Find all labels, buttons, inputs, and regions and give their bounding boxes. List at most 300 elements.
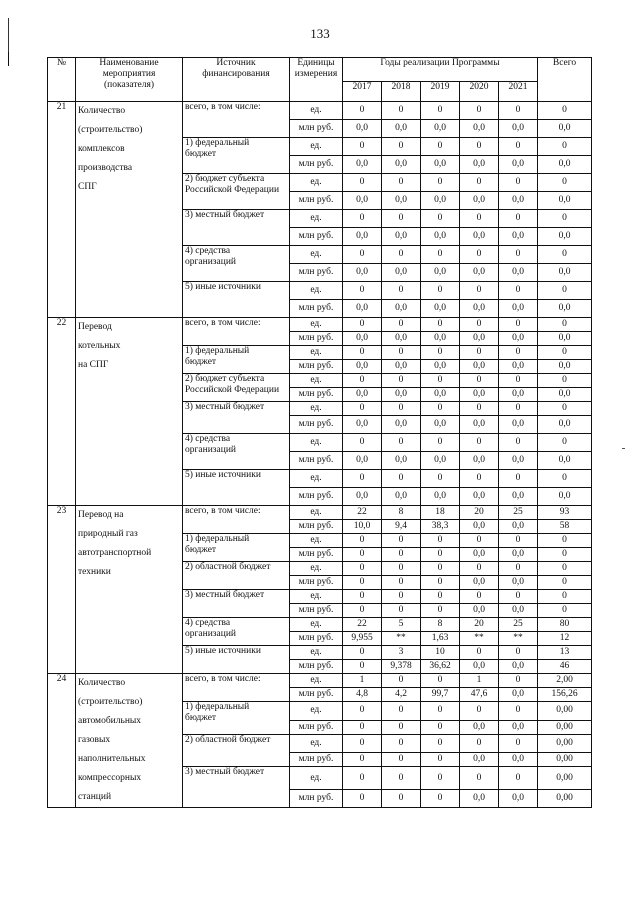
- year-value-cell: 5: [382, 618, 421, 632]
- year-value-cell: 0,0: [460, 156, 499, 174]
- year-value-cell: 0: [343, 562, 382, 576]
- year-value-cell: 0,0: [460, 753, 499, 767]
- year-value-cell: 0,0: [499, 156, 538, 174]
- source-line: 2) бюджет субъекта: [185, 174, 265, 184]
- year-value-cell: 0: [382, 138, 421, 156]
- source-line: Российской Федерации: [185, 185, 280, 195]
- table-row: [48, 506, 592, 520]
- year-value-cell: 10: [421, 646, 460, 660]
- year-value-cell: 0: [343, 702, 382, 721]
- total-cell: 0,0: [538, 360, 592, 374]
- year-value-cell: 0: [421, 346, 460, 360]
- year-value-cell: 0: [499, 174, 538, 192]
- year-value-cell: 0,0: [499, 688, 538, 702]
- unit-cell: ед.: [290, 210, 343, 228]
- year-value-cell: 0: [343, 102, 382, 120]
- total-cell: 0: [538, 590, 592, 604]
- year-value-cell: 0,0: [343, 264, 382, 282]
- source-line: 1) федеральный: [185, 534, 250, 544]
- year-value-cell: 0: [382, 402, 421, 416]
- source-line: 3) местный бюджет: [185, 590, 265, 600]
- year-value-cell: 9,378: [382, 660, 421, 674]
- year-value-cell: 0,0: [499, 416, 538, 434]
- header-year: 2018: [382, 82, 421, 102]
- year-value-cell: 0,0: [460, 332, 499, 346]
- year-value-cell: 0,0: [460, 120, 499, 138]
- year-value-cell: 0: [421, 210, 460, 228]
- source-line: всего, в том числе:: [185, 506, 261, 516]
- year-value-cell: 0,0: [460, 264, 499, 282]
- year-value-cell: 0,0: [343, 156, 382, 174]
- margin-mark-accent: [8, 52, 9, 66]
- year-value-cell: 0,0: [499, 488, 538, 506]
- source-line: организаций: [185, 257, 237, 267]
- year-value-cell: 0: [499, 402, 538, 416]
- source-other: [183, 646, 290, 674]
- table-row: [48, 318, 592, 332]
- unit-cell: ед.: [290, 374, 343, 388]
- total-cell: 0: [538, 374, 592, 388]
- year-value-cell: 0: [421, 674, 460, 688]
- measure-name-line: (строительство): [78, 697, 143, 707]
- measure-number: 21: [48, 102, 76, 318]
- year-value-cell: 0: [421, 753, 460, 767]
- year-value-cell: 0: [460, 374, 499, 388]
- year-value-cell: 10,0: [343, 520, 382, 534]
- year-value-cell: 0,0: [421, 416, 460, 434]
- year-value-cell: 0,0: [343, 192, 382, 210]
- unit-cell: ед.: [290, 618, 343, 632]
- year-value-cell: 0,0: [382, 300, 421, 318]
- year-value-cell: 0: [421, 767, 460, 790]
- header-year: 2020: [460, 82, 499, 102]
- source-local-budget: [183, 767, 290, 808]
- year-value-cell: 0: [343, 660, 382, 674]
- unit-cell: млн руб.: [290, 753, 343, 767]
- total-cell: 0: [538, 318, 592, 332]
- year-value-cell: 0,0: [499, 264, 538, 282]
- unit-cell: ед.: [290, 767, 343, 790]
- source-local-budget: [183, 402, 290, 434]
- year-value-cell: 0,0: [382, 488, 421, 506]
- total-cell: 0,0: [538, 300, 592, 318]
- unit-cell: ед.: [290, 434, 343, 452]
- year-value-cell: 0,0: [499, 604, 538, 618]
- unit-cell: ед.: [290, 282, 343, 300]
- year-value-cell: 0: [421, 790, 460, 808]
- year-value-cell: 0: [460, 246, 499, 264]
- year-value-cell: 0,0: [460, 548, 499, 562]
- unit-cell: млн руб.: [290, 452, 343, 470]
- unit-cell: ед.: [290, 590, 343, 604]
- source-other: [183, 470, 290, 506]
- measure-name-line: автотранспортной: [78, 548, 152, 558]
- year-value-cell: 0: [421, 702, 460, 721]
- measure-number: 23: [48, 506, 76, 674]
- header-year: 2017: [343, 82, 382, 102]
- total-cell: 0,0: [538, 156, 592, 174]
- year-value-cell: 0: [460, 102, 499, 120]
- source-line: 2) областной бюджет: [185, 734, 271, 745]
- total-cell: 0: [538, 282, 592, 300]
- source-organizations: [183, 246, 290, 282]
- year-value-cell: 18: [421, 506, 460, 520]
- year-value-cell: 0: [460, 646, 499, 660]
- year-value-cell: 0: [499, 282, 538, 300]
- table-body: [48, 102, 592, 808]
- unit-cell: ед.: [290, 174, 343, 192]
- unit-cell: млн руб.: [290, 388, 343, 402]
- year-value-cell: 0: [343, 470, 382, 488]
- total-cell: 0,00: [538, 790, 592, 808]
- total-cell: 0,0: [538, 332, 592, 346]
- year-value-cell: 0,0: [421, 228, 460, 246]
- year-value-cell: 0,0: [499, 228, 538, 246]
- year-value-cell: 3: [382, 646, 421, 660]
- unit-cell: млн руб.: [290, 688, 343, 702]
- year-value-cell: 0: [421, 548, 460, 562]
- year-value-cell: 0,0: [421, 156, 460, 174]
- year-value-cell: 0: [499, 646, 538, 660]
- year-value-cell: 99,7: [421, 688, 460, 702]
- unit-cell: млн руб.: [290, 228, 343, 246]
- source-line: Российской Федерации: [185, 385, 280, 395]
- year-value-cell: 0: [382, 576, 421, 590]
- year-value-cell: **: [382, 632, 421, 646]
- year-value-cell: 0: [499, 246, 538, 264]
- measure-name-line: Перевод на: [78, 510, 124, 520]
- year-value-cell: 0: [343, 246, 382, 264]
- year-value-cell: 0,0: [382, 360, 421, 374]
- program-funding-table: [47, 57, 592, 808]
- total-cell: 0: [538, 576, 592, 590]
- year-value-cell: 0,0: [343, 388, 382, 402]
- year-value-cell: 0,0: [382, 228, 421, 246]
- total-cell: 0: [538, 138, 592, 156]
- year-value-cell: 0: [460, 138, 499, 156]
- unit-cell: млн руб.: [290, 790, 343, 808]
- year-value-cell: **: [499, 632, 538, 646]
- year-value-cell: 25: [499, 618, 538, 632]
- source-other: [183, 282, 290, 318]
- year-value-cell: 0,0: [499, 360, 538, 374]
- year-value-cell: 0: [499, 562, 538, 576]
- year-value-cell: 0: [382, 590, 421, 604]
- year-value-cell: 0,0: [499, 753, 538, 767]
- unit-cell: ед.: [290, 506, 343, 520]
- year-value-cell: 0: [382, 470, 421, 488]
- year-value-cell: 0: [460, 702, 499, 721]
- source-line: бюджет: [185, 149, 217, 159]
- year-value-cell: 0,0: [421, 388, 460, 402]
- year-value-cell: 0: [343, 534, 382, 548]
- measure-number: 22: [48, 318, 76, 506]
- year-value-cell: 0: [499, 534, 538, 548]
- year-value-cell: 0: [382, 246, 421, 264]
- header-name: Наименование мероприятия (показателя): [76, 58, 183, 102]
- year-value-cell: 0,0: [460, 790, 499, 808]
- year-value-cell: 22: [343, 618, 382, 632]
- year-value-cell: 0: [382, 753, 421, 767]
- measure-name: [76, 674, 183, 808]
- measure-name-line: автомобильных: [78, 716, 142, 726]
- year-value-cell: 0,0: [499, 548, 538, 562]
- year-value-cell: 0,0: [382, 452, 421, 470]
- year-value-cell: 0: [499, 138, 538, 156]
- year-value-cell: 0: [343, 402, 382, 416]
- year-value-cell: 0,0: [460, 520, 499, 534]
- year-value-cell: 0,0: [499, 790, 538, 808]
- year-value-cell: 0,0: [499, 520, 538, 534]
- year-value-cell: 38,3: [421, 520, 460, 534]
- year-value-cell: 0: [343, 210, 382, 228]
- year-value-cell: 0: [499, 590, 538, 604]
- total-cell: 46: [538, 660, 592, 674]
- source-second-budget: [183, 562, 290, 590]
- year-value-cell: 0,0: [499, 120, 538, 138]
- unit-cell: ед.: [290, 646, 343, 660]
- year-value-cell: 0,0: [343, 228, 382, 246]
- year-value-cell: 9,4: [382, 520, 421, 534]
- year-value-cell: 0,0: [460, 300, 499, 318]
- year-value-cell: 0: [460, 562, 499, 576]
- total-cell: 0: [538, 402, 592, 416]
- year-value-cell: 0,0: [343, 120, 382, 138]
- year-value-cell: 0,0: [499, 720, 538, 734]
- year-value-cell: 0: [343, 646, 382, 660]
- table-row: [48, 674, 592, 688]
- source-line: бюджет: [185, 713, 217, 723]
- year-value-cell: 0: [421, 434, 460, 452]
- year-value-cell: 0,0: [421, 300, 460, 318]
- table-row: [48, 102, 592, 120]
- year-value-cell: 0: [343, 753, 382, 767]
- source-line: 4) средства: [185, 434, 231, 444]
- measure-name-line: компрессорных: [78, 773, 142, 783]
- total-cell: 0: [538, 346, 592, 360]
- year-value-cell: 0,0: [382, 264, 421, 282]
- total-cell: 0,0: [538, 388, 592, 402]
- year-value-cell: 0,0: [460, 488, 499, 506]
- total-cell: 0,00: [538, 702, 592, 721]
- measure-name-line: Перевод: [78, 322, 112, 332]
- total-cell: 0: [538, 562, 592, 576]
- year-value-cell: 0: [421, 318, 460, 332]
- unit-cell: млн руб.: [290, 488, 343, 506]
- total-cell: 0,0: [538, 228, 592, 246]
- year-value-cell: 1: [343, 674, 382, 688]
- header-year: 2019: [421, 82, 460, 102]
- year-value-cell: 0: [499, 470, 538, 488]
- source-line: всего, в том числе:: [185, 318, 261, 328]
- year-value-cell: 0,0: [460, 416, 499, 434]
- year-value-cell: 0: [382, 282, 421, 300]
- unit-cell: млн руб.: [290, 332, 343, 346]
- year-value-cell: 4,8: [343, 688, 382, 702]
- source-line: 4) средства: [185, 246, 231, 256]
- year-value-cell: 0,0: [460, 192, 499, 210]
- source-line: 3) местный бюджет: [185, 402, 265, 412]
- year-value-cell: 0: [343, 138, 382, 156]
- year-value-cell: 0: [421, 246, 460, 264]
- total-cell: 80: [538, 618, 592, 632]
- total-cell: 0: [538, 470, 592, 488]
- header-years-group: Годы реализации Программы: [343, 58, 538, 82]
- unit-cell: млн руб.: [290, 604, 343, 618]
- source-line: 5) иные источники: [185, 282, 261, 292]
- unit-cell: ед.: [290, 470, 343, 488]
- source-line: бюджет: [185, 545, 217, 555]
- year-value-cell: 0,0: [499, 660, 538, 674]
- year-value-cell: 0: [382, 548, 421, 562]
- measure-name: [76, 102, 183, 318]
- year-value-cell: 0: [499, 674, 538, 688]
- year-value-cell: 1,63: [421, 632, 460, 646]
- year-value-cell: 0: [343, 790, 382, 808]
- year-value-cell: 0,0: [460, 604, 499, 618]
- year-value-cell: 0,0: [499, 452, 538, 470]
- year-value-cell: 0: [382, 702, 421, 721]
- unit-cell: млн руб.: [290, 632, 343, 646]
- total-cell: 0,00: [538, 767, 592, 790]
- year-value-cell: 0: [343, 720, 382, 734]
- year-value-cell: 0: [343, 548, 382, 562]
- unit-cell: ед.: [290, 138, 343, 156]
- measure-name-line: природный газ: [78, 529, 138, 539]
- year-value-cell: 0: [343, 767, 382, 790]
- source-federal-budget: [183, 534, 290, 562]
- source-second-budget: [183, 174, 290, 210]
- year-value-cell: 0: [382, 790, 421, 808]
- year-value-cell: 0,0: [499, 576, 538, 590]
- year-value-cell: 0: [421, 470, 460, 488]
- year-value-cell: 0,0: [421, 264, 460, 282]
- measure-name: [76, 506, 183, 674]
- year-value-cell: 20: [460, 506, 499, 520]
- year-value-cell: 25: [499, 506, 538, 520]
- year-value-cell: 0: [421, 138, 460, 156]
- source-second-budget: [183, 734, 290, 767]
- year-value-cell: 0,0: [421, 120, 460, 138]
- year-value-cell: 0: [499, 346, 538, 360]
- source-line: 3) местный бюджет: [185, 767, 265, 778]
- unit-cell: ед.: [290, 562, 343, 576]
- year-value-cell: 0: [460, 282, 499, 300]
- source-all: [183, 674, 290, 702]
- measure-number: 24: [48, 674, 76, 808]
- year-value-cell: 0: [499, 210, 538, 228]
- year-value-cell: 0: [421, 374, 460, 388]
- year-value-cell: 0,0: [343, 416, 382, 434]
- unit-cell: млн руб.: [290, 360, 343, 374]
- unit-cell: млн руб.: [290, 548, 343, 562]
- year-value-cell: 0,0: [382, 416, 421, 434]
- unit-cell: ед.: [290, 246, 343, 264]
- year-value-cell: 0,0: [382, 332, 421, 346]
- year-value-cell: 0: [382, 674, 421, 688]
- year-value-cell: 0,0: [382, 156, 421, 174]
- source-all: [183, 506, 290, 534]
- year-value-cell: 0: [421, 734, 460, 753]
- year-value-cell: 0: [343, 282, 382, 300]
- unit-cell: ед.: [290, 534, 343, 548]
- unit-cell: млн руб.: [290, 416, 343, 434]
- unit-cell: млн руб.: [290, 660, 343, 674]
- source-all: [183, 102, 290, 138]
- year-value-cell: 0,0: [460, 576, 499, 590]
- year-value-cell: 0: [343, 576, 382, 590]
- year-value-cell: 0: [343, 318, 382, 332]
- year-value-cell: 0: [421, 562, 460, 576]
- year-value-cell: 0: [460, 402, 499, 416]
- year-value-cell: 0: [421, 720, 460, 734]
- year-value-cell: 0: [460, 318, 499, 332]
- year-value-cell: 0,0: [343, 452, 382, 470]
- unit-cell: млн руб.: [290, 720, 343, 734]
- year-value-cell: 0,0: [460, 228, 499, 246]
- year-value-cell: 0: [460, 434, 499, 452]
- total-cell: 2,00: [538, 674, 592, 688]
- year-value-cell: 0: [382, 767, 421, 790]
- year-value-cell: 0: [382, 346, 421, 360]
- total-cell: 0: [538, 534, 592, 548]
- year-value-cell: 0: [343, 346, 382, 360]
- measure-name: [76, 318, 183, 506]
- year-value-cell: 0,0: [382, 120, 421, 138]
- year-value-cell: 0: [421, 282, 460, 300]
- year-value-cell: 0: [343, 374, 382, 388]
- year-value-cell: 0: [499, 374, 538, 388]
- total-cell: 93: [538, 506, 592, 520]
- total-cell: 0,00: [538, 753, 592, 767]
- year-value-cell: 0: [343, 590, 382, 604]
- year-value-cell: 0: [421, 402, 460, 416]
- unit-cell: млн руб.: [290, 300, 343, 318]
- year-value-cell: 0: [382, 374, 421, 388]
- measure-name-line: на СПГ: [78, 360, 109, 370]
- unit-cell: ед.: [290, 402, 343, 416]
- total-cell: 0,0: [538, 452, 592, 470]
- total-cell: 13: [538, 646, 592, 660]
- year-value-cell: 0,0: [421, 192, 460, 210]
- measure-name-line: (строительство): [78, 125, 143, 135]
- header-source: Источник финансирования: [183, 58, 290, 102]
- year-value-cell: 0: [421, 604, 460, 618]
- year-value-cell: 0: [499, 734, 538, 753]
- year-value-cell: 4,2: [382, 688, 421, 702]
- header-year: 2021: [499, 82, 538, 102]
- source-line: 1) федеральный: [185, 702, 250, 712]
- year-value-cell: 0,0: [499, 388, 538, 402]
- year-value-cell: 0: [382, 174, 421, 192]
- source-local-budget: [183, 210, 290, 246]
- total-cell: 0: [538, 246, 592, 264]
- year-value-cell: 0: [499, 102, 538, 120]
- unit-cell: ед.: [290, 734, 343, 753]
- unit-cell: млн руб.: [290, 192, 343, 210]
- year-value-cell: 0: [460, 534, 499, 548]
- total-cell: 0: [538, 174, 592, 192]
- year-value-cell: 0,0: [460, 660, 499, 674]
- source-line: всего, в том числе:: [185, 674, 261, 684]
- source-organizations: [183, 434, 290, 470]
- year-value-cell: **: [460, 632, 499, 646]
- unit-cell: млн руб.: [290, 120, 343, 138]
- year-value-cell: 0: [460, 470, 499, 488]
- year-value-cell: 0: [382, 318, 421, 332]
- source-line: 5) иные источники: [185, 470, 261, 480]
- source-all: [183, 318, 290, 346]
